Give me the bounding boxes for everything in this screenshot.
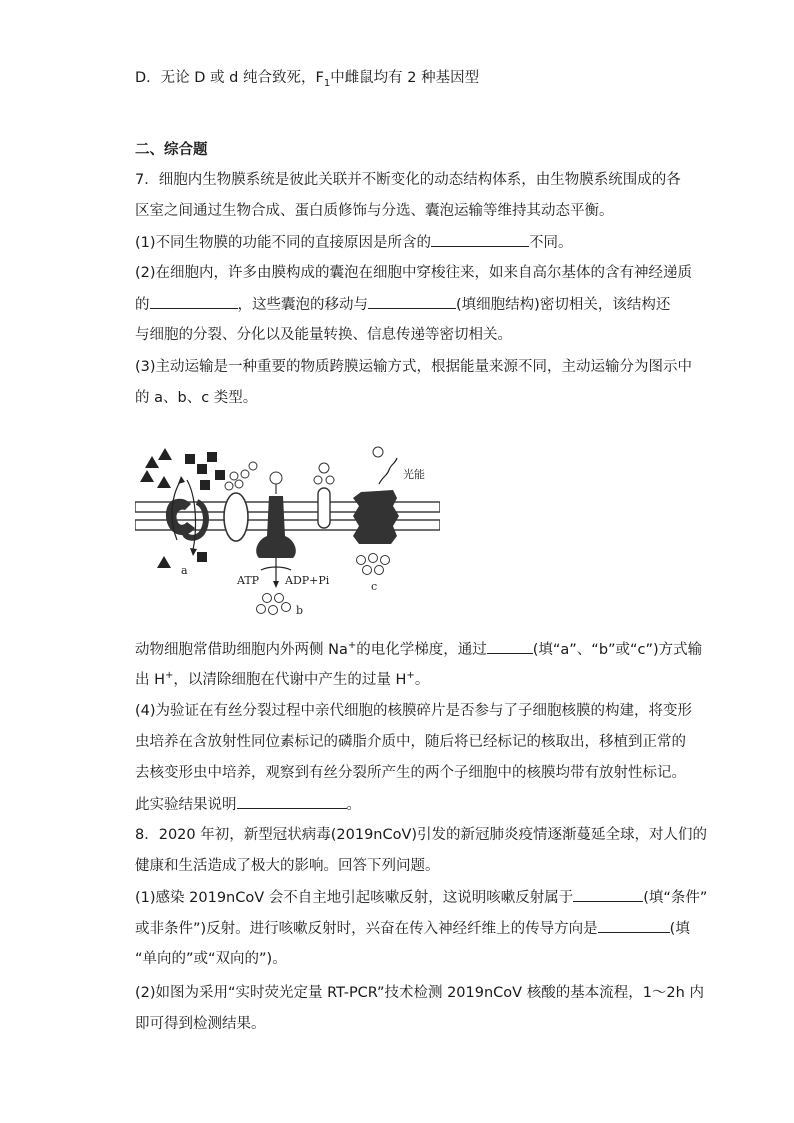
molecule-circle — [326, 476, 334, 484]
square-icon — [207, 452, 217, 462]
text: (填 — [669, 921, 690, 937]
q8-part-1-line-1 — [135, 887, 707, 908]
text: 。 — [346, 797, 361, 813]
q8-part-1-line-2 — [135, 918, 690, 939]
molecule-circle — [270, 472, 282, 484]
answer-blank-6[interactable] — [573, 887, 643, 902]
molecule-circle — [263, 594, 272, 603]
arrowhead-icon — [190, 548, 197, 556]
q8-part-2-line-2: 即可得到检测结果。 — [135, 1016, 266, 1032]
q7-part-2-text-b: ，这些囊泡的移动与 — [237, 297, 368, 313]
text: 。 — [414, 672, 430, 688]
answer-blank-4[interactable] — [487, 639, 533, 654]
q7-part-1-text-end: 不同。 — [529, 235, 573, 251]
option-d-text-end: 中雌鼠均有 2 种基因型 — [330, 70, 480, 86]
label-light-energy: 光能 — [403, 468, 425, 481]
molecule-circle — [241, 470, 249, 478]
triangle-icon — [145, 456, 159, 468]
triangle-icon — [158, 448, 172, 460]
q7-part-1-text: (1)不同生物膜的功能不同的直接原因是所含的 — [135, 235, 432, 251]
triangle-icon — [140, 470, 154, 482]
q7-part-2-line-3: 与细胞的分裂、分化以及能量转换、信息传递等密切相关。 — [135, 327, 512, 343]
arrowhead-icon — [178, 476, 185, 484]
option-d-subscript: 1 — [323, 77, 331, 89]
q8-part-1-line-3: “单向的”或“双向的”)。 — [135, 951, 287, 967]
answer-blank-2[interactable] — [150, 294, 238, 309]
arrowhead-icon — [273, 581, 279, 588]
square-icon — [200, 480, 210, 490]
receptor-protein — [318, 488, 330, 528]
q7-part-4-line-2: 虫培养在含放射性同位素标记的磷脂介质中，随后将已经标记的核取出，移植到正常的 — [135, 734, 686, 750]
q7-after-figure-line-1 — [135, 639, 702, 660]
answer-blank-1[interactable] — [431, 232, 529, 247]
option-d — [135, 68, 479, 88]
triangle-icon — [157, 476, 171, 488]
light-wave-icon — [379, 458, 397, 484]
label-c: c — [371, 580, 378, 593]
molecule-circle — [257, 605, 266, 614]
text: (1)感染 2019nCoV 会不自主地引起咳嗽反射，这说明咳嗽反射属于 — [135, 890, 574, 906]
label-a: a — [181, 564, 188, 577]
answer-blank-3[interactable] — [368, 294, 456, 309]
answer-blank-7[interactable] — [598, 918, 670, 933]
q7-part-2-line-1: (2)在细胞内，许多由膜构成的囊泡在细胞中穿梭往来，如来自高尔基体的含有神经递质 — [135, 265, 693, 281]
molecule-circle — [225, 482, 233, 490]
section-heading: 二、综合题 — [135, 142, 208, 158]
q7-part-2-text-a: 的 — [135, 297, 150, 313]
molecule-circle — [381, 556, 390, 565]
option-d-text: D．无论 D 或 d 纯合致死，F — [135, 70, 324, 86]
molecule-circle — [363, 566, 372, 575]
q7-part-4-line-4 — [135, 794, 361, 815]
active-transport-diagram — [135, 440, 440, 620]
molecule-circle — [282, 603, 291, 612]
q7-part-2-text-c: (填细胞结构)密切相关，该结构还 — [456, 297, 671, 313]
text: 此实验结果说明 — [135, 797, 237, 813]
molecule-circle — [369, 554, 378, 563]
label-adp: ADP+Pi — [285, 574, 330, 587]
q8-intro-line-2: 健康和生活造成了极大的影响。回答下列问题。 — [135, 858, 440, 874]
q7-intro-line-1: 7．细胞内生物膜系统是彼此关联并不断变化的动态结构体系，由生物膜系统围成的各 — [135, 172, 681, 188]
square-icon — [197, 552, 207, 562]
text: 的电化学梯度，通过 — [356, 642, 487, 658]
q7-after-figure-line-2 — [135, 670, 429, 690]
label-b: b — [296, 604, 304, 617]
q8-intro-line-1: 8．2020 年初，新型冠状病毒(2019nCoV)引发的新冠肺炎疫情逐渐蔓延全球，对人们的 — [135, 827, 708, 843]
q7-part-4-line-1: (4)为验证在有丝分裂过程中亲代细胞的核膜碎片是否参与了子细胞核膜的构建，将变形 — [135, 703, 693, 719]
carrier-protein-c — [353, 490, 399, 544]
molecule-circle — [235, 480, 243, 488]
superscript: + — [347, 640, 357, 652]
molecule-circle — [375, 566, 384, 575]
q7-part-3-line-2: 的 a、b、c 类型。 — [135, 390, 258, 406]
q7-intro-line-2: 区室之间通过生物合成、蛋白质修饰与分选、囊泡运输等维持其动态平衡。 — [135, 203, 614, 219]
label-atp: ATP — [237, 574, 260, 587]
molecule-circle — [373, 447, 383, 457]
q7-part-1 — [135, 232, 573, 253]
molecule-circle — [230, 472, 238, 480]
square-icon — [197, 464, 207, 474]
molecule-circle — [275, 594, 284, 603]
q7-part-3-line-1: (3)主动运输是一种重要的物质跨膜运输方式，根据能量来源不同，主动运输分为图示中 — [135, 359, 693, 375]
square-icon — [185, 454, 195, 464]
superscript: + — [165, 670, 174, 682]
molecule-circle — [269, 606, 278, 615]
molecule-circle — [357, 556, 366, 565]
superscript: + — [406, 670, 415, 682]
text: 或非条件”)反射。进行咳嗽反射时，兴奋在传入神经纤维上的传导方向是 — [135, 921, 598, 937]
text: 动物细胞常借助细胞内外两侧 Na — [135, 642, 348, 658]
q7-part-4-line-3: 去核变形虫中培养，观察到有丝分裂所产生的两个子细胞中的核膜均带有放射性标记。 — [135, 765, 686, 781]
q8-part-2-line-1: (2)如图为采用“实时荧光定量 RT-PCR”技术检测 2019nCoV 核酸的基本流程，1～2h 内 — [135, 985, 704, 1001]
q7-part-2-line-2 — [135, 294, 670, 315]
triangle-icon — [157, 556, 171, 568]
square-icon — [215, 470, 225, 480]
molecule-circle — [319, 463, 329, 473]
molecule-circle — [314, 476, 322, 484]
molecule-circle — [249, 462, 257, 470]
text: (填“a”、“b”或“c”)方式输 — [532, 642, 703, 658]
answer-blank-5[interactable] — [237, 794, 347, 809]
carrier-protein-oval — [224, 493, 248, 541]
text: ，以清除细胞在代谢中产生的过量 H — [173, 672, 407, 688]
text: (填“条件” — [643, 890, 708, 906]
text: 出 H — [135, 672, 166, 688]
